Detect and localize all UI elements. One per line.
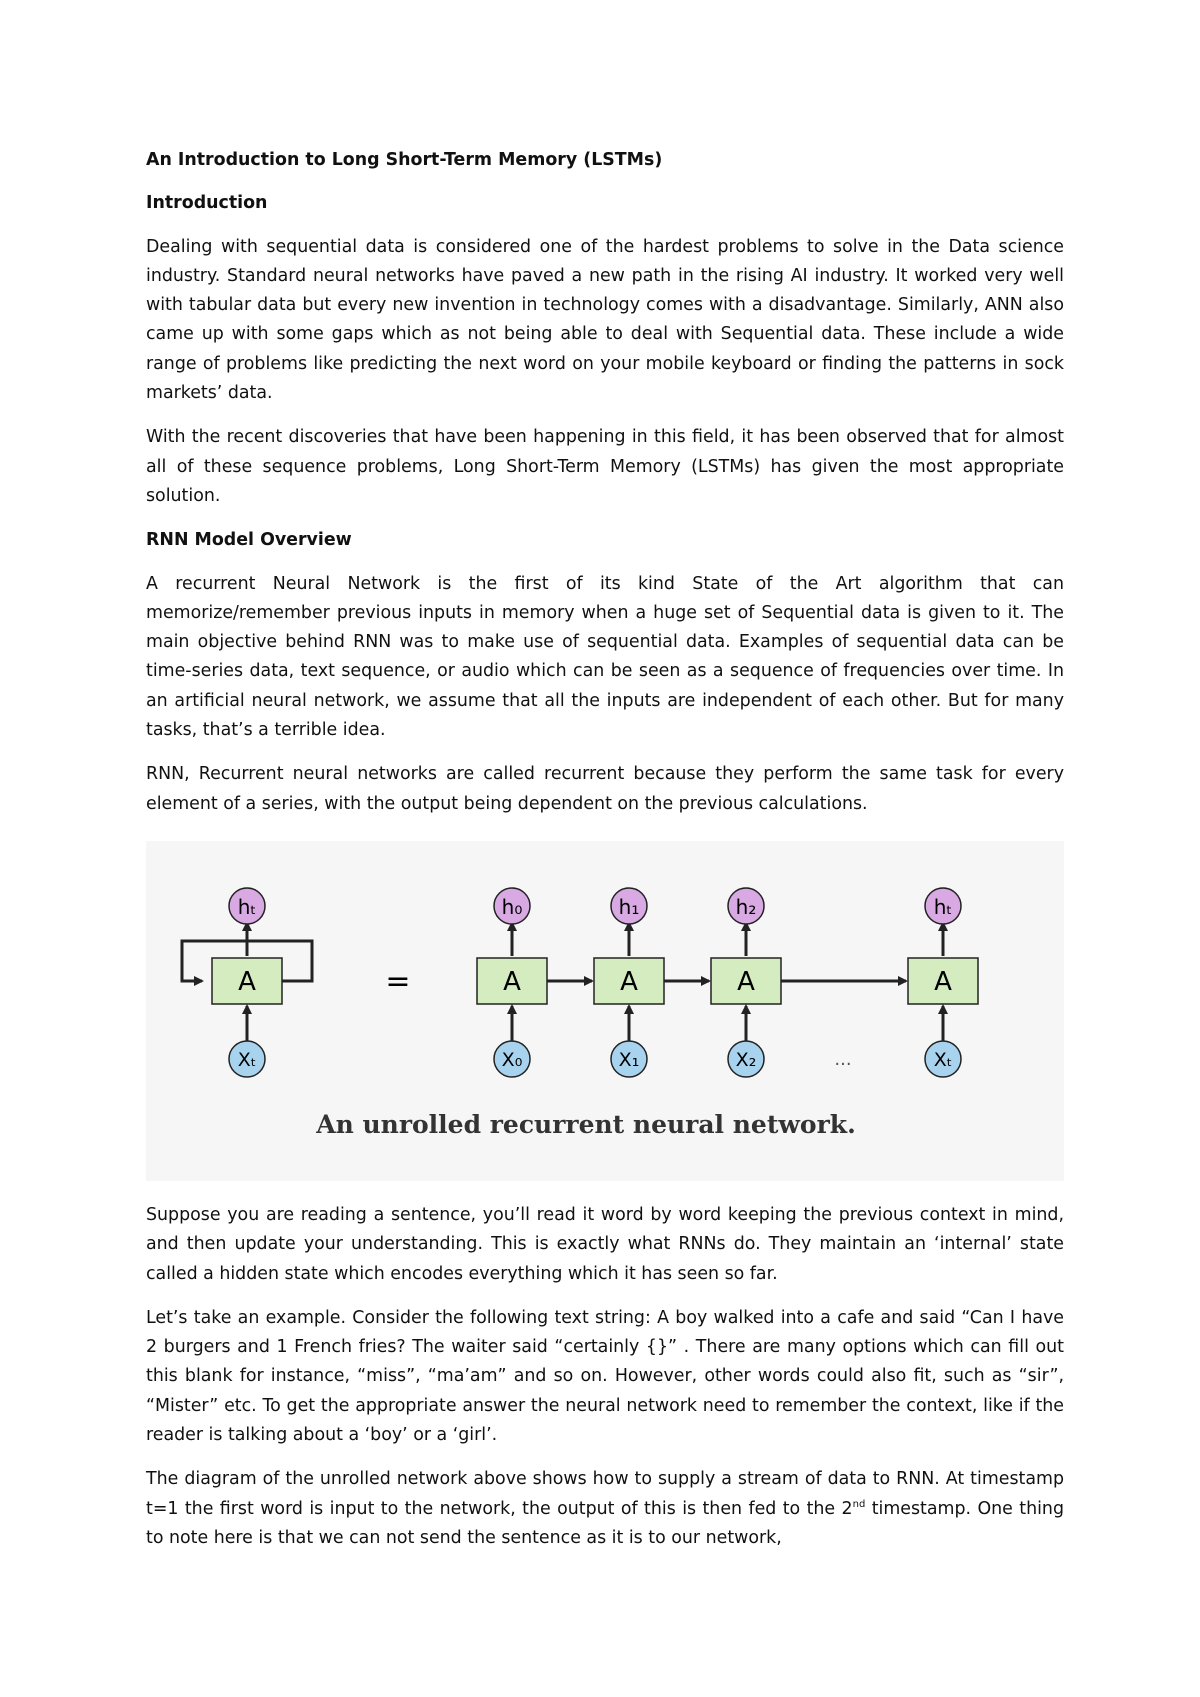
rnn-paragraph-5 bbox=[146, 1465, 1064, 1553]
document-title: An Introduction to Long Short-Term Memory (LSTMs) bbox=[146, 150, 663, 170]
step1-input-label: X₁ bbox=[618, 1048, 640, 1071]
stept-cell-label: A bbox=[934, 966, 952, 997]
rnn-paragraph-2: RNN, Recurrent neural networks are called recurrent because they perform the same task for every element of a series, with the output being dependent on the previous calculations. bbox=[146, 764, 1064, 814]
rnn-paragraph-5-end: timestamp. One thing to note here is that we can not send the sentence as it is to our network, bbox=[146, 1498, 1064, 1548]
figure-caption: An unrolled recurrent neural network. bbox=[316, 1109, 856, 1139]
rnn-paragraph-1: A recurrent Neural Network is the first of its kind State of the Art algorithm that can memorize/remember previous inputs in memory when a huge set of Sequential data is given to it. The main objective behind RNN was to make use of sequential data. Examples of sequential data can be time-series data, text sequence, or audio which can be seen as a sequence of frequencies over time. In an artificial neural network, we assume that all the inputs are independent of each other. But for many tasks, that’s a terrible idea. bbox=[146, 573, 1064, 741]
stept-hidden-label: hₜ bbox=[933, 894, 953, 919]
rnn-unrolled-figure bbox=[146, 841, 1064, 1181]
step2-cell-label: A bbox=[737, 966, 755, 997]
intro-paragraph-2: With the recent discoveries that have been happening in this field, it has been observed that for almost all of these sequence problems, Long Short-Term Memory (LSTMs) has given the most appropriate solution. bbox=[146, 427, 1064, 506]
step0-cell-label: A bbox=[503, 966, 521, 997]
rnn-paragraph-4: Let’s take an example. Consider the following text string: A boy walked into a cafe and said “Can I have 2 burgers and 1 French fries? The waiter said “certainly {}” . There are many options which can fill out this blank for instance, “miss”, “ma’am” and so on. However, other words could also fit, such as “sir”, “Mister” etc. To get the appropriate answer the neural network need to remember the context, like if the reader is talking about a ‘boy’ or a ‘girl’. bbox=[146, 1307, 1064, 1446]
folded-rnn bbox=[182, 888, 312, 1077]
sequence-ellipsis: ... bbox=[834, 1048, 852, 1070]
rnn-paragraph-5-start: The diagram of the unrolled network above shows how to supply a stream of data to RNN. At timestamp t=1 the first word is input to the network, the output of this is then fed to the 2 bbox=[146, 1469, 1064, 1519]
step2-input-label: X₂ bbox=[735, 1048, 757, 1071]
rnn-diagram bbox=[146, 841, 1064, 1181]
unrolled-rnn bbox=[477, 888, 978, 1077]
step1-hidden-label: h₁ bbox=[618, 894, 640, 919]
folded-cell-label: A bbox=[238, 966, 256, 997]
equals-sign: = bbox=[385, 963, 411, 999]
step2-hidden-label: h₂ bbox=[735, 894, 757, 919]
ordinal-suffix: nd bbox=[852, 1498, 866, 1510]
step1-cell-label: A bbox=[620, 966, 638, 997]
rnn-paragraph-3: Suppose you are reading a sentence, you’ll read it word by word keeping the previous context in mind, and then update your understanding. This is exactly what RNNs do. They maintain an ‘internal’ state called a hidden state which encodes everything which it has seen so far. bbox=[146, 1204, 1064, 1284]
stept-input-label: Xₜ bbox=[933, 1048, 953, 1071]
section-heading-rnn-overview: RNN Model Overview bbox=[146, 530, 352, 551]
intro-paragraph-1: Dealing with sequential data is considered one of the hardest problems to solve in the Data science industry. Standard neural networks have paved a new path in the rising AI industry. It worked very well with tabular data but every new invention in technology comes with a disadvantage. Similarly, ANN also came up with some gaps which as not being able to deal with Sequential data. These include a wide range of problems like predicting the next word on your mobile keyboard or finding the patterns in sock markets’ data. bbox=[146, 236, 1064, 404]
folded-input-label: Xₜ bbox=[237, 1048, 257, 1071]
step0-input-label: X₀ bbox=[501, 1048, 523, 1071]
step0-hidden-label: h₀ bbox=[501, 894, 523, 919]
document-body bbox=[146, 146, 1064, 1568]
folded-hidden-label: hₜ bbox=[237, 894, 257, 919]
section-heading-introduction: Introduction bbox=[146, 193, 268, 214]
